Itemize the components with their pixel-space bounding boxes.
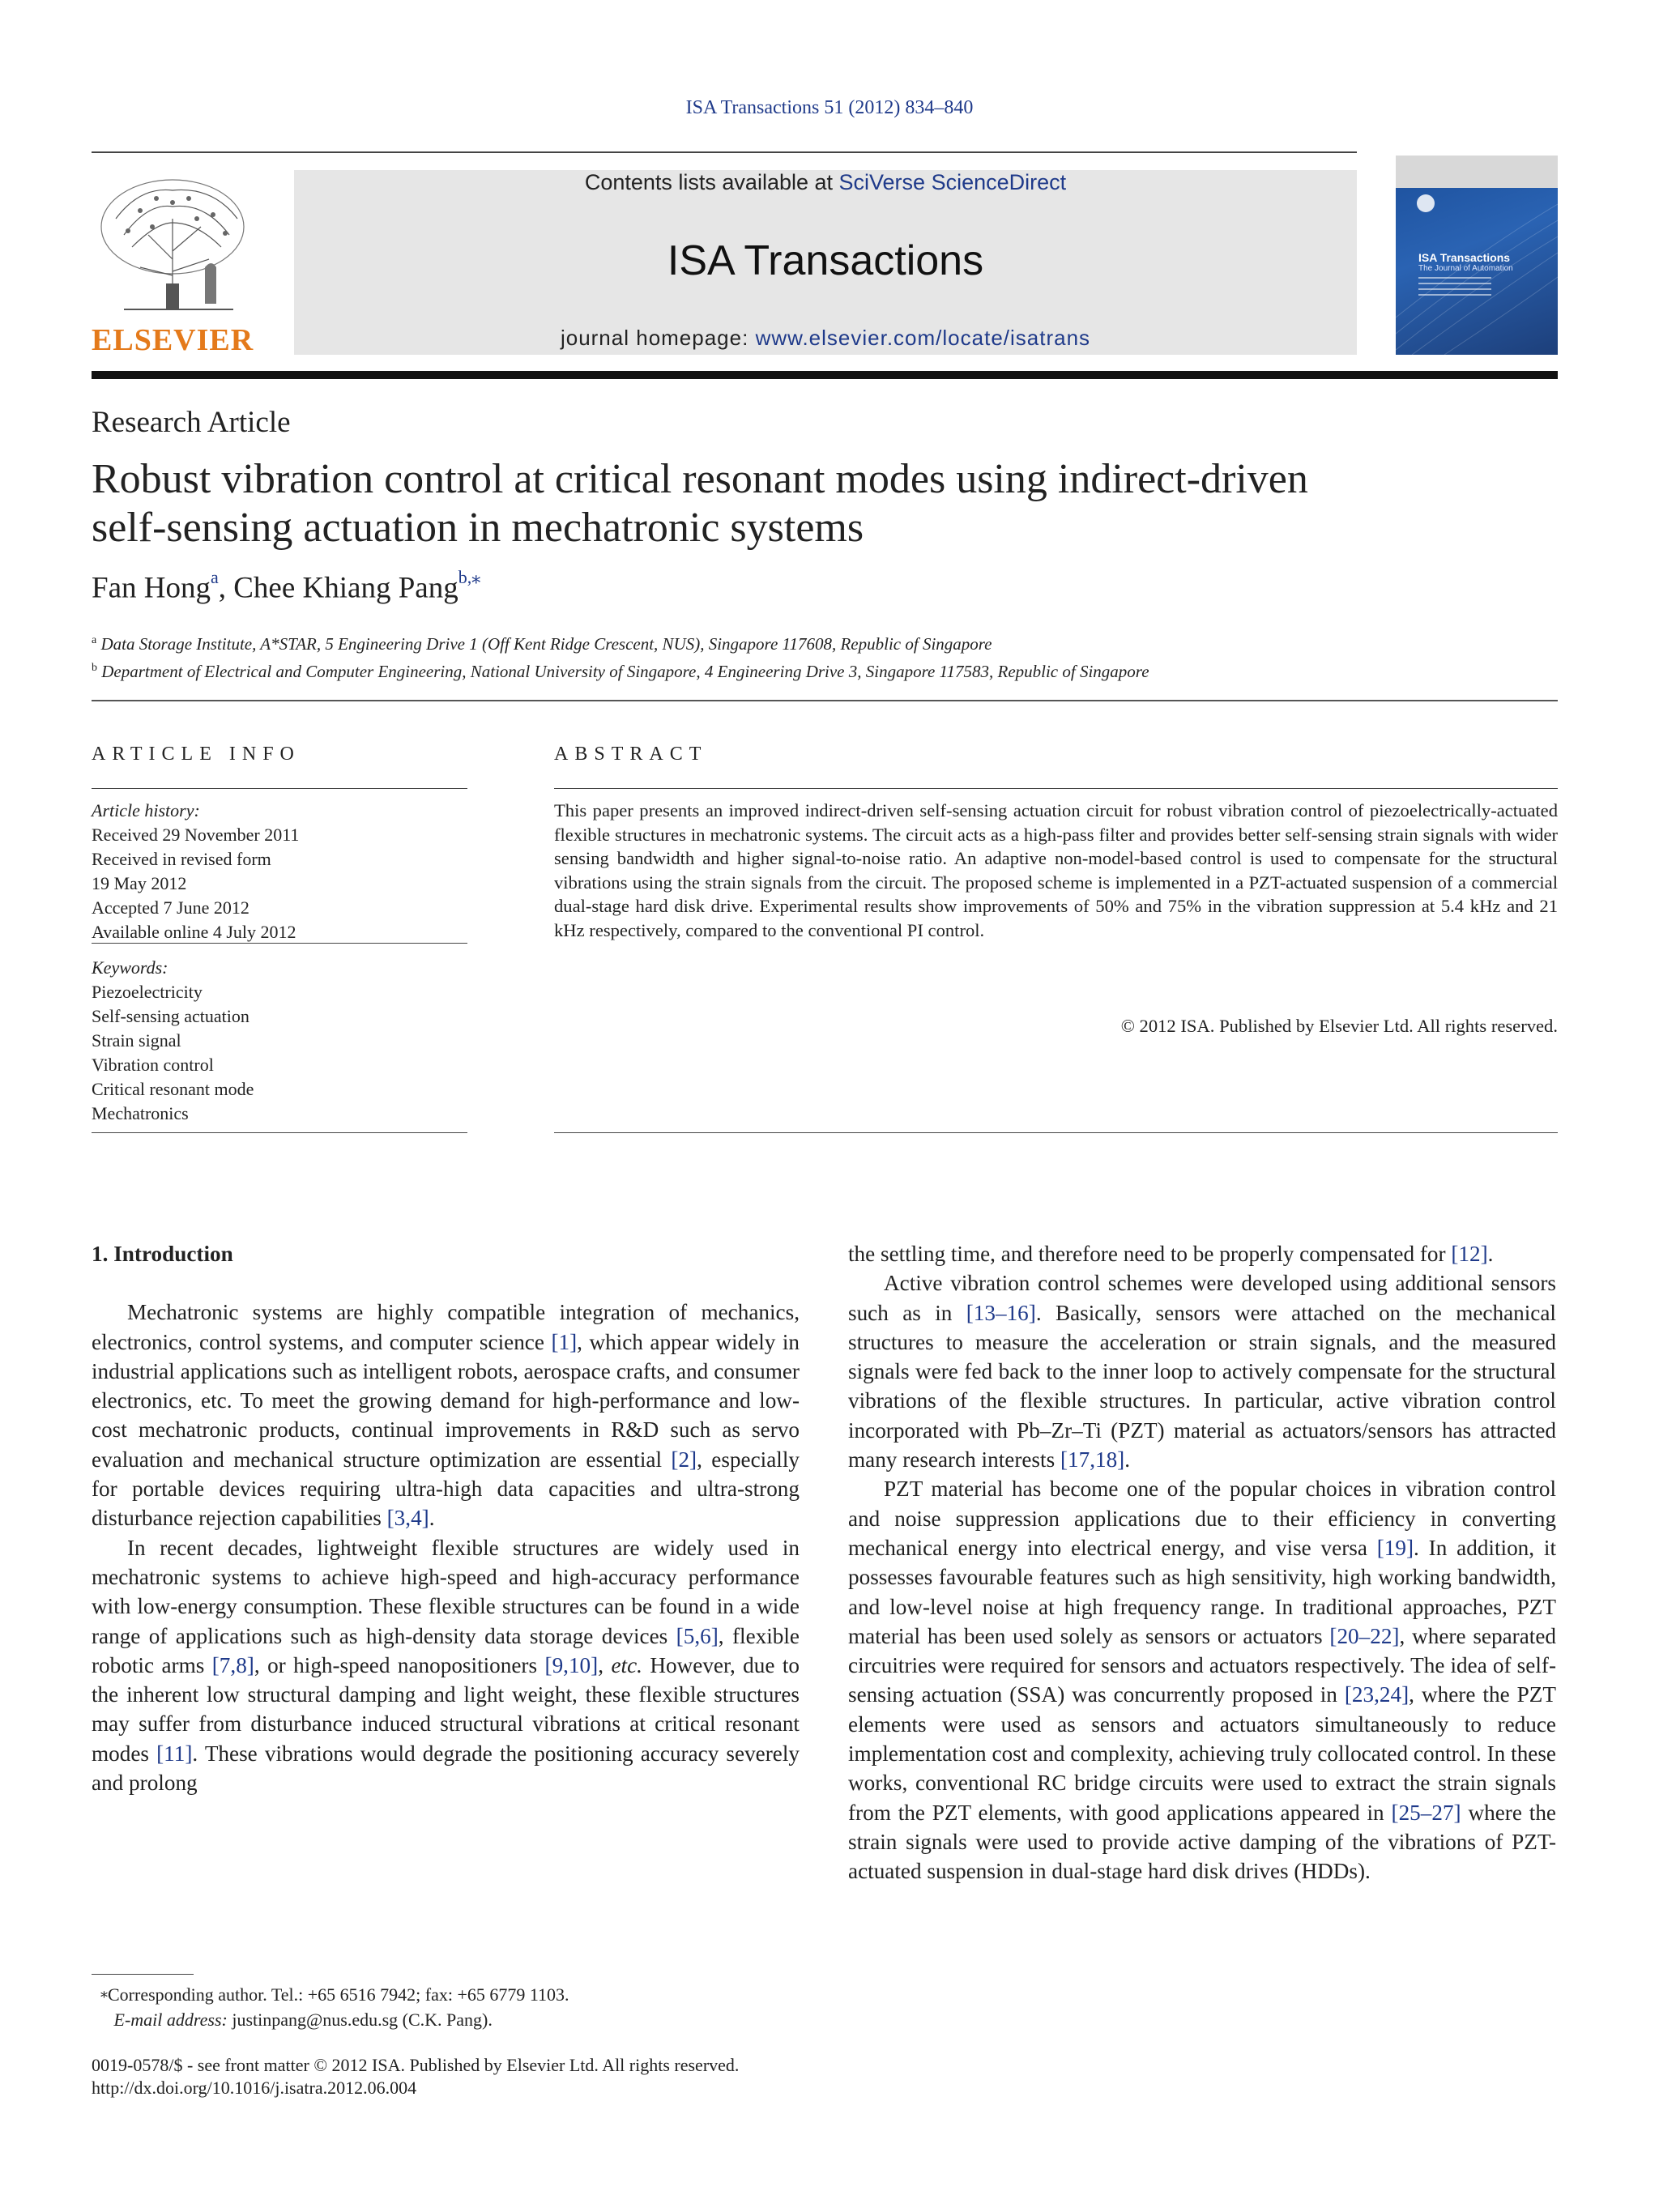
keyword: Mechatronics (92, 1103, 189, 1123)
affiliation-b (92, 656, 1550, 684)
abstract-end-rule (554, 1132, 1558, 1133)
citation-link[interactable]: [19] (1376, 1535, 1414, 1560)
text-run: . These vibrations would degrade the positioning accuracy severely and prolong (92, 1741, 800, 1796)
masthead-thick-rule (92, 371, 1558, 379)
cover-title: ISA Transactions (1418, 251, 1511, 264)
text-run: the settling time, and therefore need to be properly compensated for (848, 1242, 1452, 1266)
text-run: . (1124, 1447, 1131, 1473)
elsevier-wordmark: ELSEVIER (92, 323, 254, 357)
doi-line[interactable]: http://dx.doi.org/10.1016/j.isatra.2012.06.004 (92, 2078, 417, 2098)
keyword: Self-sensing actuation (92, 1006, 249, 1026)
sciencedirect-link[interactable]: SciVerse ScienceDirect (838, 170, 1067, 194)
author-list (92, 567, 481, 605)
homepage-link[interactable]: www.elsevier.com/locate/isatrans (755, 326, 1091, 350)
text-run: . Basically, sensors were attached on the mechanical structures to measure the acceleration or strain signals, and the measured signals were fed back to the inner loop to actively compensate for the structural vibrations of the flexible structures. In particular, active vibration control incorporated with Pb–Zr–Ti (PZT) material as actuators/sensors has attracted many research interests (848, 1300, 1556, 1473)
body-paragraph (92, 1533, 800, 1798)
issn-line: 0019-0578/$ - see front matter © 2012 ISA. Published by Elsevier Ltd. All rights reserved. (92, 2055, 740, 2075)
journal-cover-thumbnail[interactable] (1396, 156, 1558, 355)
abstract-rule (554, 788, 1558, 789)
elsevier-tree-icon (92, 170, 262, 316)
keyword: Strain signal (92, 1030, 181, 1051)
text-run: . (1487, 1242, 1494, 1266)
text-run: , (598, 1652, 612, 1677)
text-run: , where the PZT elements were used as sensors and actuators simultaneously to reduce implementation cost and complexity, achieving truly collocated control. In these works, conventional RC bridge circuits were used to extract the strain signals from the PZT elements, with good applications appeared in (848, 1682, 1557, 1825)
title-line-2: self-sensing actuation in mechatronic systems (92, 505, 864, 551)
citation-link[interactable]: [3,4] (386, 1506, 429, 1531)
email-label: E-mail address: (113, 2010, 228, 2030)
affiliation-rule (92, 700, 1558, 701)
body-paragraph (848, 1474, 1556, 1886)
citation-link[interactable]: [12] (1451, 1242, 1488, 1266)
cover-text-lines (1418, 277, 1491, 300)
journal-title: ISA Transactions (667, 237, 984, 284)
text-run: , especially for portable devices requiring ultra-high data capacities and ultra-strong disturbance rejection capabilities (92, 1447, 800, 1531)
citation-link[interactable]: [13–16] (966, 1300, 1036, 1325)
title-line-1: Robust vibration control at critical resonant modes using indirect-driven (92, 456, 1308, 502)
keywords-label: Keywords: (92, 957, 168, 978)
contents-line (294, 170, 1357, 195)
cover-header-band (1396, 156, 1558, 188)
keywords-rule (92, 1132, 467, 1133)
affiliation-text: Data Storage Institute, A*STAR, 5 Engineering Drive 1 (Off Kent Ridge Crescent, NUS), Singapore 117608, Republic of Singapore (100, 634, 992, 654)
abstract-copyright: © 2012 ISA. Published by Elsevier Ltd. All rights reserved. (1120, 1016, 1558, 1036)
citation-link[interactable]: [11] (156, 1741, 193, 1766)
homepage-prefix: journal homepage: (560, 326, 756, 350)
affiliation-a (92, 629, 1550, 656)
keyword: Vibration control (92, 1055, 214, 1075)
citation-link[interactable]: [25–27] (1391, 1800, 1461, 1825)
text-run: where the strain signals were used to provide active damping of the vibrations of PZT-actuated suspension in dual-stage hard disk drives (HDDs). (848, 1800, 1556, 1884)
text-run: . In addition, it possesses favourable features such as high sensitivity, high working bandwidth, and low-level noise at high frequency range. In traditional approaches, PZT material has been used solely as sensors or actuators (848, 1535, 1556, 1648)
text-run: In recent decades, lightweight flexible structures are widely used in mechatronic systems to achieve high-speed and high-accuracy performance with low-energy consumption. These flexible structures can be found in a wide range of applications such as high-density data storage devices (92, 1535, 800, 1648)
keyword: Piezoelectricity (92, 982, 203, 1002)
body-paragraph (848, 1239, 1556, 1268)
header-rule (92, 151, 1357, 153)
citation-link[interactable]: [20–22] (1329, 1623, 1400, 1648)
author-name: Fan Hong (92, 571, 211, 605)
article-info-heading: ARTICLE INFO (92, 744, 301, 765)
history-rule (92, 943, 467, 944)
citation-link[interactable]: [5,6] (676, 1623, 719, 1648)
citation-link[interactable]: [1] (551, 1329, 578, 1354)
affiliation-marker: b (92, 662, 97, 674)
section-heading: 1. Introduction (92, 1242, 233, 1266)
text-run: Mechatronic systems are highly compatible integration of mechanics, electronics, control systems, and computer science (92, 1300, 800, 1354)
body-left-column (92, 1239, 800, 1797)
author-name: Chee Khiang Pang (233, 571, 458, 605)
body-right-column (848, 1239, 1556, 1886)
text-run: . (429, 1506, 435, 1531)
text-run: PZT material has become one of the popular choices in vibration control and noise suppression applications due to their efficiency in converting mechanical energy into electrical energy, and vise versa (848, 1477, 1556, 1560)
affiliation-text: Department of Electrical and Computer Engineering, National University of Singapore, 4 Engineering Drive 3, Singapore 117583, Republic of Singapore (101, 662, 1149, 681)
abstract-heading: ABSTRACT (554, 744, 708, 765)
italic-text: etc. (611, 1652, 642, 1677)
homepage-line (294, 326, 1357, 351)
abstract-text: This paper presents an improved indirect-driven self-sensing actuation circuit for robust vibration control of piezoelectrically-actuated flexible structures in mechatronic systems. The circuit acts as a high-pass filter and provides better self-sensing strain signals with wider sensing bandwidth and higher signal-to-noise ratio. An adaptive non-model-based control is used to compensate for the structural vibrations using the strain signals from the circuit. The proposed scheme is implemented in a PZT-actuated suspension of a commercial dual-stage hard disk drive. Experimental results show improvements of 50% and 75% in the vibration suppression at 5.4 kHz and 21 kHz respectively, compared to the conventional PI control. (554, 800, 1558, 940)
journal-reference[interactable]: ISA Transactions 51 (2012) 834–840 (685, 97, 974, 118)
email-note (92, 2008, 821, 2032)
article-history (92, 799, 467, 944)
text-run: Active vibration control schemes were developed using additional sensors such as in (848, 1271, 1556, 1325)
footnote-text: Corresponding author. Tel.: +65 6516 7942; fax: +65 6779 1103. (108, 1984, 569, 2005)
history-accepted: Accepted 7 June 2012 (92, 897, 249, 918)
footnote (92, 1983, 821, 2032)
corresponding-author-note (92, 1983, 821, 2008)
keywords (92, 956, 467, 1126)
body-paragraph (848, 1268, 1556, 1474)
footnote-star: ⁎ (100, 1984, 108, 2001)
article-type: Research Article (92, 406, 291, 439)
history-online: Available online 4 July 2012 (92, 922, 296, 942)
history-revised-date: 19 May 2012 (92, 873, 187, 893)
email-address[interactable]: justinpang@nus.edu.sg (C.K. Pang). (227, 2010, 493, 2030)
keyword: Critical resonant mode (92, 1079, 254, 1099)
body-paragraph (92, 1298, 800, 1532)
text-run: , or high-speed nanopositioners (254, 1652, 545, 1677)
author-affiliation-marker[interactable]: a (210, 567, 219, 587)
affiliation-marker: a (92, 634, 97, 646)
author-separator: , (218, 571, 234, 605)
citation-link[interactable]: [23,24] (1344, 1682, 1410, 1707)
text-run: , which appear widely in industrial applications such as intelligent robots, aerospace crafts, and consumer electronics, etc. To meet the growing demand for high-performance and low-cost mechatronic products, continual improvements in R&D such as servo evaluation and mechanical structure optimization are essential (92, 1329, 800, 1472)
cover-subtitle: The Journal of Automation (1418, 264, 1513, 273)
author-affiliation-marker[interactable]: b,⁎ (458, 567, 481, 587)
citation-link[interactable]: [2] (671, 1447, 697, 1472)
text-run: However, due to the inherent low structural damping and light weight, these flexible structures may suffer from disturbance induced structural vibrations at critical resonant modes (92, 1652, 800, 1766)
front-matter-footer (92, 2054, 1064, 2099)
text-run: , where separated circuitries were required for sensors and actuators respectively. The idea of self-sensing actuation (SSA) was concurrently proposed in (848, 1623, 1556, 1707)
history-label: Article history: (92, 800, 200, 820)
citation-link[interactable]: [9,10] (544, 1652, 599, 1677)
citation-link[interactable]: [17,18] (1060, 1447, 1125, 1473)
article-info-rule (92, 788, 467, 789)
text-run: , flexible robotic arms (92, 1623, 800, 1677)
history-revised: Received in revised form (92, 849, 271, 869)
journal-masthead (294, 170, 1357, 355)
contents-prefix: Contents lists available at (584, 170, 839, 194)
article-title (92, 455, 1550, 552)
affiliations (92, 629, 1550, 684)
footnote-rule (92, 1974, 194, 1975)
citation-link[interactable]: [7,8] (211, 1652, 254, 1677)
history-received: Received 29 November 2011 (92, 825, 300, 845)
